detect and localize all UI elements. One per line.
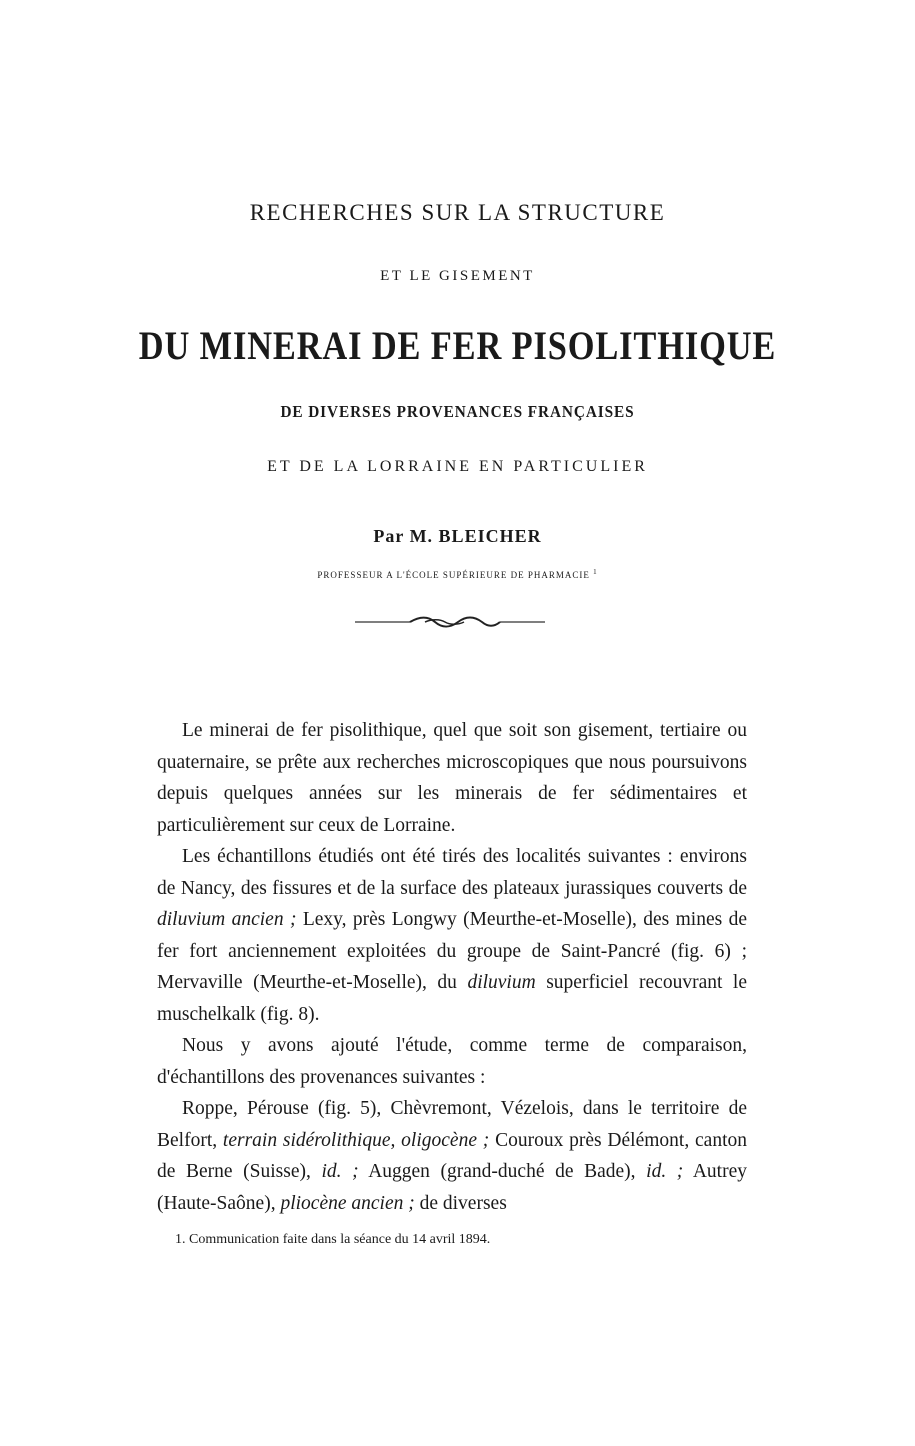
p4-text: Couroux près Délémont, canton de Berne (Suisse), [157,1129,747,1182]
p2-text: Lexy, près Longwy (Meurthe-et-Moselle), des mines de fer fort anciennement exploitées du groupe de Saint-Pancré (fig. 6) ; Mervaville (Meurthe-et-Moselle), du [157,909,747,993]
p4-text: de diverses [414,1192,507,1214]
p4-text: Autrey (Haute-Saône), [157,1161,747,1214]
paragraph-4 [157,1093,747,1219]
footnote-marker: 1 [593,568,598,576]
author-affiliation [0,568,915,580]
main-title: DU MINERAI DE FER PISOLITHIQUE [138,323,777,368]
title-line-2: ET LE GISEMENT [380,268,535,284]
p4-italic: terrain sidérolithique, oligocène ; [222,1129,490,1151]
body-text [157,715,747,1219]
p2-text: Les échantillons étudiés ont été tirés des localités suivantes : environs de Nancy, des fissures et de la surface des plateaux jurassiques couverts de [157,846,747,899]
p4-italic: pliocène ancien ; [280,1192,415,1214]
p2-text: superficiel recouvrant le muschelkalk (fig. 8). [157,972,747,1025]
paragraph-3: Nous y avons ajouté l'étude, comme terme de comparaison, d'échantillons des provenances suivantes : [157,1035,747,1088]
p2-italic: diluvium ancien ; [157,909,297,930]
p4-italic: id. ; [646,1161,684,1182]
p2-italic: diluvium [467,972,536,993]
footnote: 1. Communication faite dans la séance du 14 avril 1894. [175,1232,491,1247]
title-line-5: ET DE LA LORRAINE EN PARTICULIER [267,458,648,475]
paragraph-2 [157,841,747,1030]
paragraph-1: Le minerai de fer pisolithique, quel que soit son gisement, tertiaire ou quaternaire, se prête aux recherches microscopiques que nous poursuivons depuis quelques années sur les minerais de fer sédimentaires et particulièrement sur ceux de Lorraine. [157,720,747,836]
p4-text: Roppe, Pérouse (fig. 5), Chèvremont, Vézelois, dans le territoire de Belfort, [157,1098,747,1151]
title-line-1: RECHERCHES SUR LA STRUCTURE [249,200,666,225]
p4-text: Auggen (grand-duché de Bade), [358,1161,647,1182]
ornament-divider [350,612,550,632]
title-line-4: DE DIVERSES PROVENANCES FRANÇAISES [280,402,635,421]
author-name: Par M. BLEICHER [373,526,542,546]
affiliation-text: PROFESSEUR A L'ÉCOLE SUPÉRIEURE DE PHARMACIE [317,570,590,580]
p4-italic: id. ; [321,1161,359,1182]
